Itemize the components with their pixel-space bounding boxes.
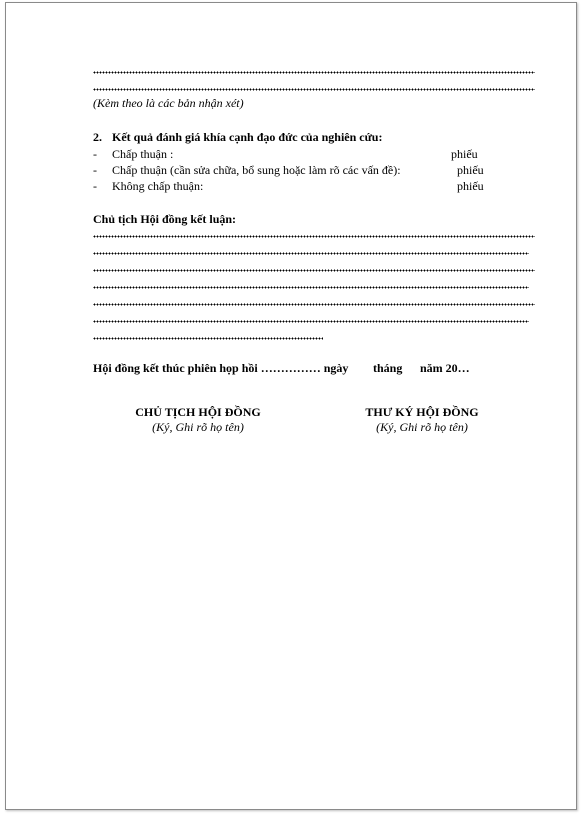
dotted-line <box>93 269 535 272</box>
vote-label-conditional: Chấp thuận (cần sửa chữa, bổ sung hoặc làm rõ các vấn đề): <box>112 163 401 177</box>
vote-unit: phiếu <box>457 163 484 177</box>
attachment-note: (Kèm theo là các bản nhận xét) <box>93 96 244 110</box>
dotted-line <box>93 303 535 306</box>
closing-text: Hội đồng kết thúc phiên họp hồi …………… ngày <box>93 361 349 375</box>
dotted-line <box>93 88 535 91</box>
secretary-signature-block <box>332 405 512 434</box>
secretary-sign-note: (Ký, Ghi rõ họ tên) <box>376 420 468 434</box>
section-number: 2. <box>93 130 102 144</box>
vote-unit: phiếu <box>457 179 484 193</box>
vote-label-reject: Không chấp thuận: <box>112 179 204 193</box>
list-bullet: - <box>93 163 97 177</box>
vote-label-approve: Chấp thuận : <box>112 147 174 161</box>
dotted-line <box>93 320 529 323</box>
dotted-line <box>93 286 529 289</box>
list-bullet: - <box>93 147 97 161</box>
secretary-title: THƯ KÝ HỘI ĐỒNG <box>365 405 479 419</box>
chair-title: CHỦ TỊCH HỘI ĐỒNG <box>135 405 261 419</box>
dotted-line <box>93 235 535 238</box>
dotted-line <box>93 71 535 74</box>
list-bullet: - <box>93 179 97 193</box>
dotted-line <box>93 337 323 340</box>
vote-unit: phiếu <box>451 147 478 161</box>
document-page <box>5 2 577 810</box>
section-title: Kết quả đánh giá khía cạnh đạo đức của nghiên cứu: <box>112 130 383 144</box>
closing-month: tháng <box>373 361 403 375</box>
dotted-line <box>93 252 529 255</box>
conclusion-label: Chủ tịch Hội đồng kết luận: <box>93 212 237 226</box>
chair-signature-block <box>108 405 288 434</box>
chair-sign-note: (Ký, Ghi rõ họ tên) <box>152 420 244 434</box>
closing-year: năm 20… <box>420 361 470 375</box>
